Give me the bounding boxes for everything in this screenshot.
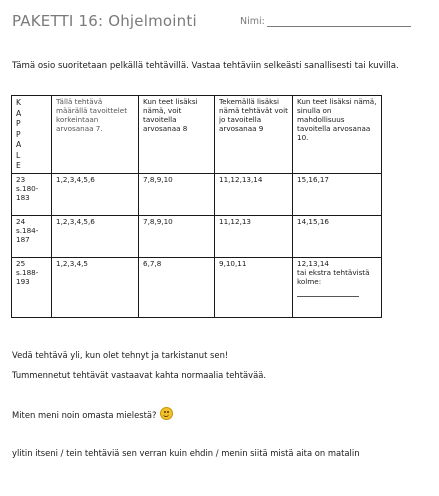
name-field bbox=[240, 16, 411, 27]
task-cell[interactable]: 11,12,13 bbox=[215, 215, 293, 257]
kappale-letter: P bbox=[16, 129, 21, 139]
table-row bbox=[12, 257, 382, 317]
self-assessment-scale: ylitin itseni / tein tehtäviä sen verran kuin ehdin / menin siitä mistä aita on matalin bbox=[12, 448, 360, 458]
kappale-letter: E bbox=[16, 161, 21, 170]
extra-answer-line[interactable] bbox=[297, 296, 359, 297]
kappale-cell: 25 s.188-193 bbox=[12, 257, 52, 317]
name-input-line[interactable] bbox=[267, 17, 411, 27]
task-cell[interactable]: 1,2,3,4,5 bbox=[52, 257, 139, 317]
task-numbers: 12,13,14 bbox=[297, 258, 330, 268]
task-cell[interactable]: 1,2,3,4,5,6 bbox=[52, 215, 139, 257]
kappale-cell: 23 s.180-183 bbox=[12, 173, 52, 215]
kappale-letter: P bbox=[16, 119, 21, 128]
task-cell[interactable]: 14,15,16 bbox=[293, 215, 382, 257]
smiling-face-emoji-icon bbox=[160, 407, 173, 420]
task-cell[interactable]: 15,16,17 bbox=[293, 173, 382, 215]
header-grade-8: Kun teet lisäksi nämä, voit tavoitella arvosanaa 8 bbox=[139, 96, 215, 174]
instruction-strike: Vedä tehtävä yli, kun olet tehnyt ja tarkistanut sen! bbox=[12, 350, 229, 360]
page-title: PAKETTI 16: Ohjelmointi bbox=[12, 12, 197, 30]
task-cell-extra[interactable] bbox=[293, 257, 382, 317]
kappale-header-cell bbox=[12, 96, 52, 174]
table-header-row bbox=[12, 96, 382, 174]
table-row bbox=[12, 215, 382, 257]
question-text: Miten meni noin omasta mielestä? bbox=[12, 410, 157, 420]
name-label: Nimi: bbox=[240, 16, 265, 27]
task-cell[interactable]: 6,7,8 bbox=[139, 257, 215, 317]
header-grade-10: Kun teet lisäksi nämä, sinulla on mahdollisuus tavoitella arvosanaa 10. bbox=[293, 96, 382, 174]
instruction-bold-tasks: Tummennetut tehtävät vastaavat kahta normaalia tehtävää. bbox=[12, 370, 267, 380]
kappale-cell: 24 s.184-187 bbox=[12, 215, 52, 257]
task-cell[interactable]: 9,10,11 bbox=[215, 257, 293, 317]
kappale-letter: A bbox=[16, 140, 22, 149]
self-assessment-question bbox=[12, 407, 173, 420]
header-grade-7: Tällä tehtävä määrällä tavoittelet korkeintaan arvosanaa 7. bbox=[52, 96, 139, 174]
table-row bbox=[12, 173, 382, 215]
instructions-text: Tämä osio suoritetaan pelkällä tehtävillä. Vastaa tehtäviin selkeästi sanallisesti tai kuvilla. bbox=[12, 61, 399, 71]
kappale-letter: L bbox=[16, 150, 21, 160]
task-cell[interactable]: 11,12,13,14 bbox=[215, 173, 293, 215]
task-cell[interactable]: 1,2,3,4,5,6 bbox=[52, 173, 139, 215]
kappale-vertical-label bbox=[16, 97, 47, 172]
header-grade-9: Tekemällä lisäksi nämä tehtävät voit jo tavoitella arvosanaa 9 bbox=[215, 96, 293, 174]
task-table bbox=[11, 95, 382, 318]
task-cell[interactable]: 7,8,9,10 bbox=[139, 173, 215, 215]
kappale-letter: K bbox=[16, 98, 21, 107]
kappale-letter: A bbox=[16, 108, 22, 118]
task-cell[interactable]: 7,8,9,10 bbox=[139, 215, 215, 257]
extra-tasks-text: tai ekstra tehtävistä kolme: bbox=[297, 267, 370, 286]
